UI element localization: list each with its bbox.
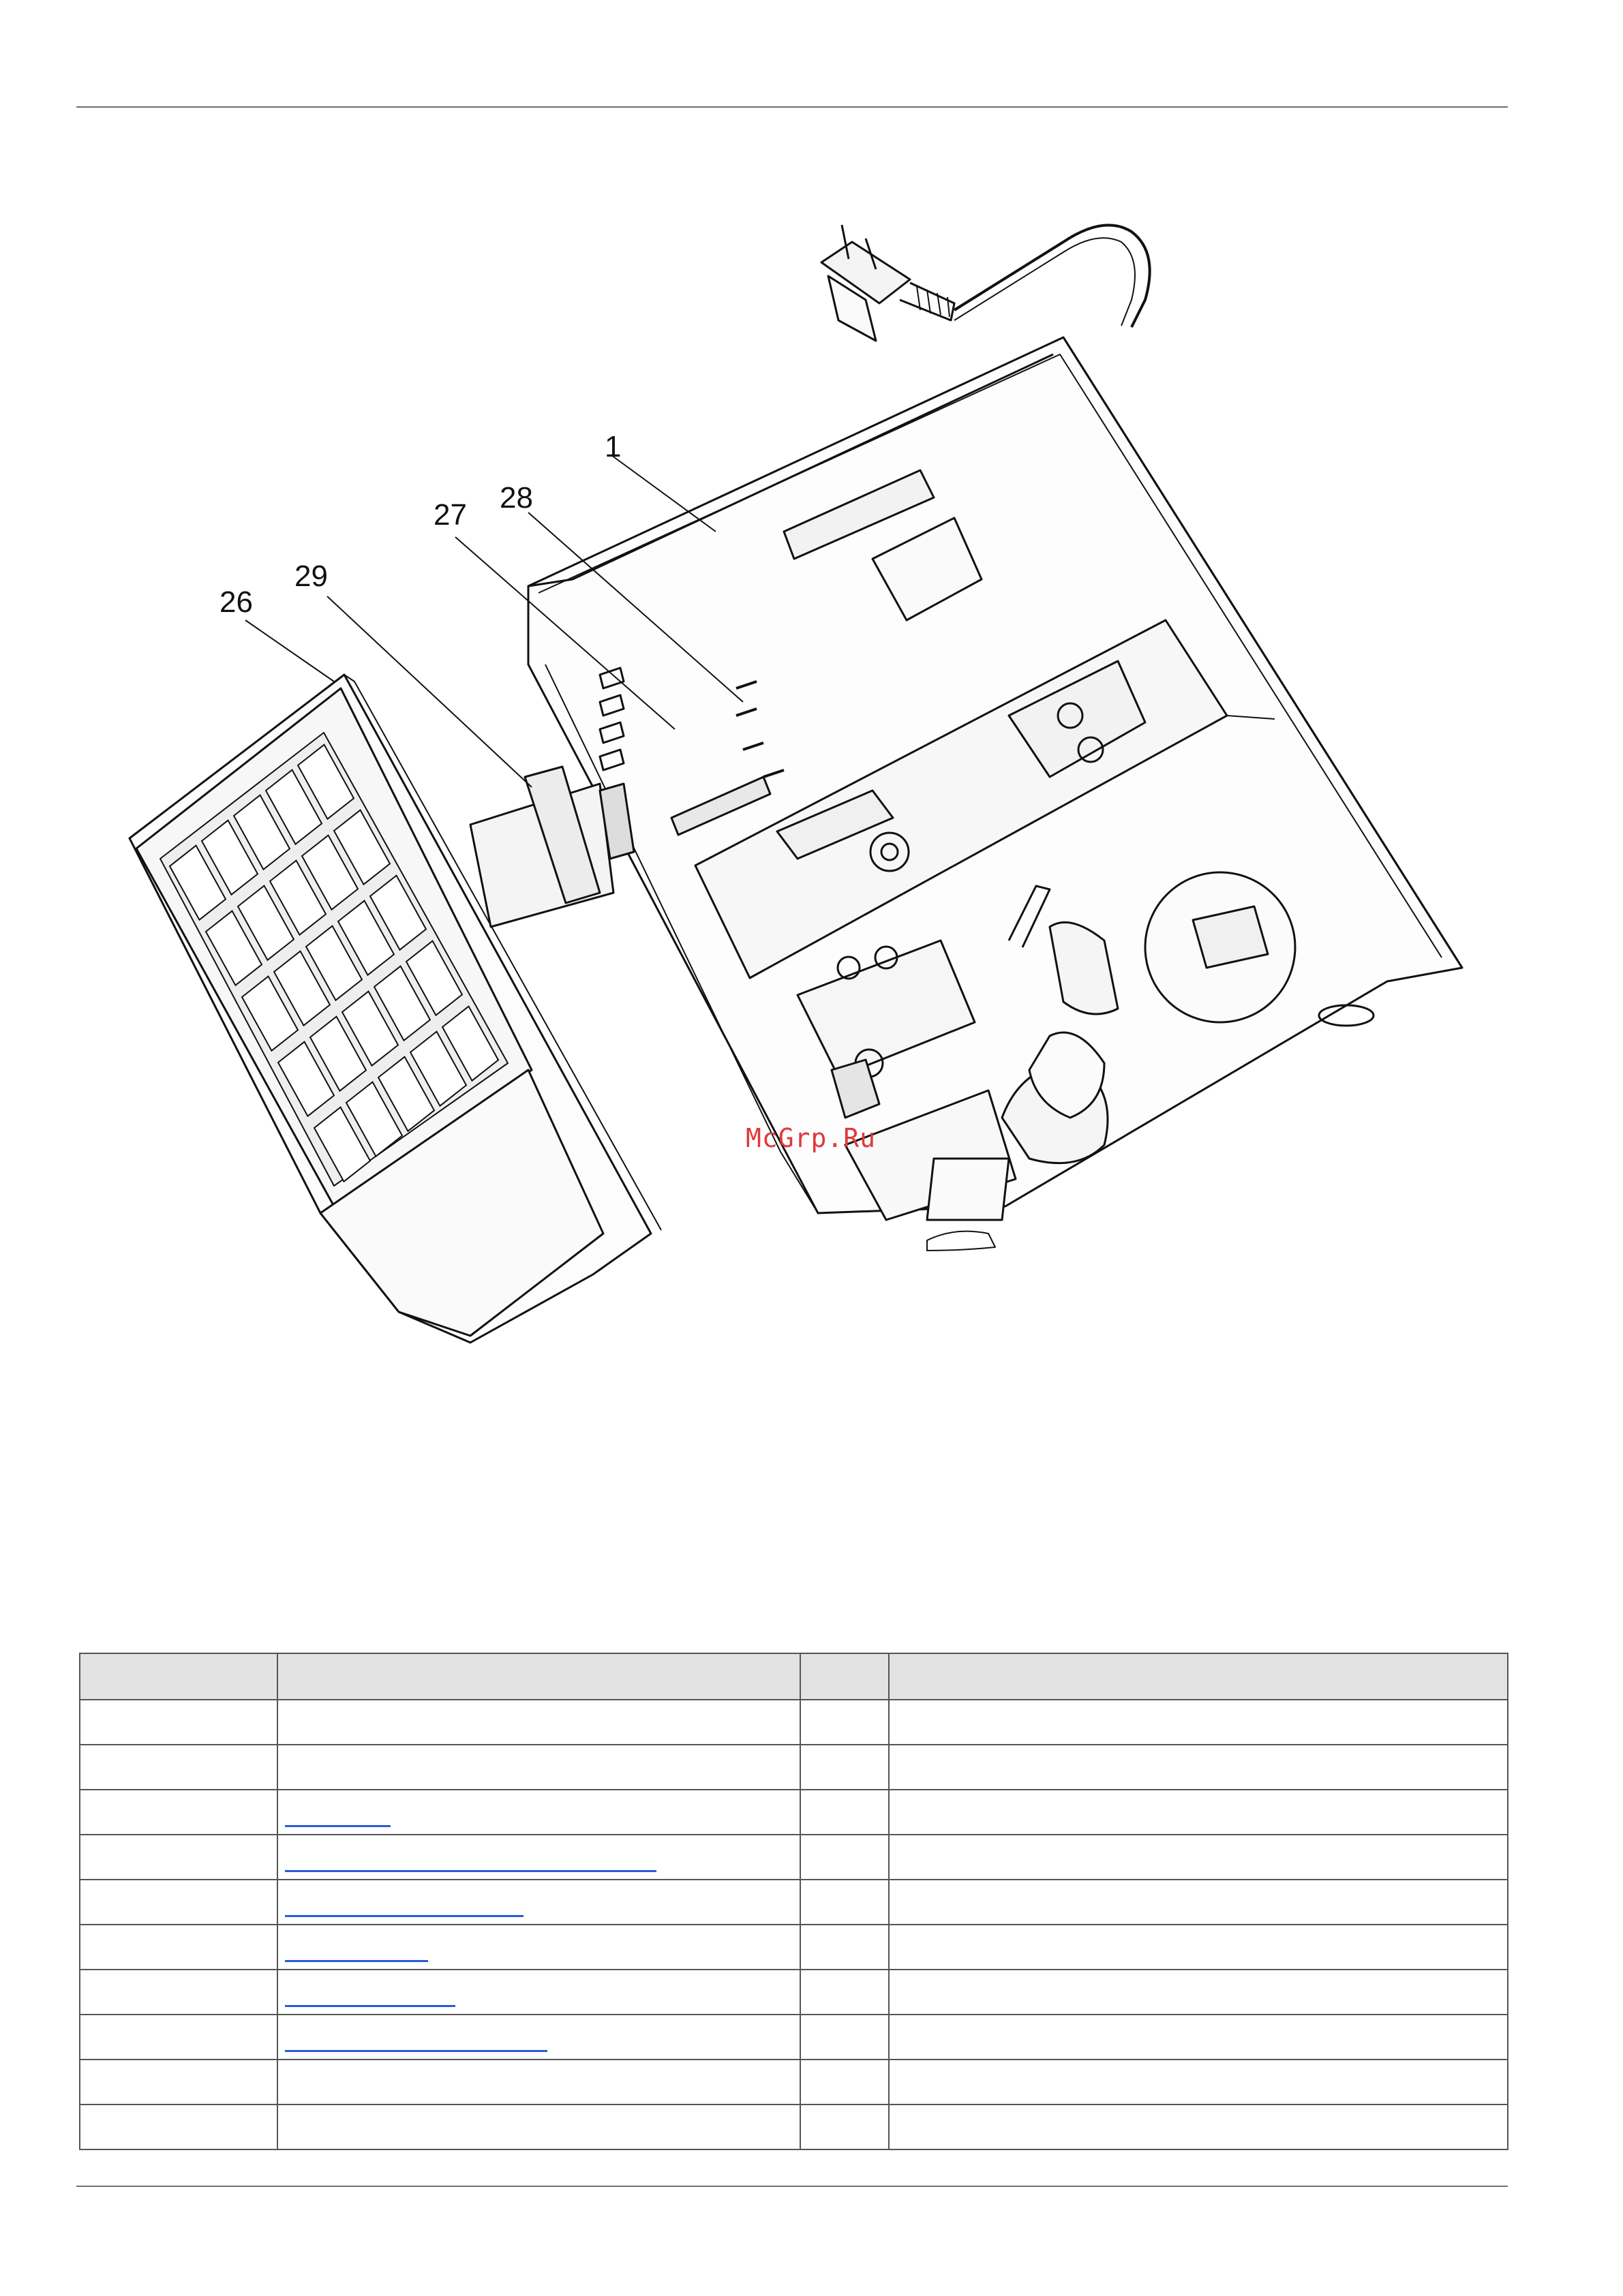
table-cell bbox=[889, 1835, 1508, 1880]
watermark: McGrp.Ru bbox=[746, 1123, 877, 1153]
table-cell bbox=[800, 1700, 889, 1745]
table-link[interactable] bbox=[285, 1960, 428, 1962]
callout-27: 27 bbox=[434, 498, 467, 532]
table-cell bbox=[889, 1970, 1508, 2015]
table-row bbox=[80, 1700, 1508, 1745]
callout-1: 1 bbox=[605, 430, 622, 463]
table-link[interactable] bbox=[285, 2050, 547, 2052]
callout-26: 26 bbox=[219, 585, 253, 619]
table-cell bbox=[277, 2015, 800, 2060]
table-cell bbox=[277, 1745, 800, 1790]
table-cell bbox=[800, 1880, 889, 1925]
table-row bbox=[80, 1835, 1508, 1880]
table-row bbox=[80, 1790, 1508, 1835]
table-cell bbox=[889, 1880, 1508, 1925]
table-header-row bbox=[80, 1653, 1508, 1700]
callout-29: 29 bbox=[294, 560, 328, 593]
table-cell bbox=[277, 1790, 800, 1835]
table-cell bbox=[277, 1970, 800, 2015]
parts-table bbox=[79, 1653, 1508, 2150]
table-cell bbox=[800, 2060, 889, 2104]
table-cell bbox=[889, 1790, 1508, 1835]
table-cell bbox=[889, 1745, 1508, 1790]
printer-housing bbox=[528, 337, 1462, 1251]
table-row bbox=[80, 1925, 1508, 1970]
table-cell bbox=[800, 1745, 889, 1790]
table-cell bbox=[80, 2015, 277, 2060]
table-cell bbox=[889, 2015, 1508, 2060]
table-cell bbox=[800, 1835, 889, 1880]
table-cell bbox=[80, 1700, 277, 1745]
table-row bbox=[80, 2060, 1508, 2104]
table-cell bbox=[800, 1790, 889, 1835]
table-row bbox=[80, 1745, 1508, 1790]
table-header-cell bbox=[889, 1653, 1508, 1700]
table-cell bbox=[80, 1925, 277, 1970]
table-header-cell bbox=[277, 1653, 800, 1700]
table-link[interactable] bbox=[285, 1825, 391, 1827]
table-cell bbox=[277, 1835, 800, 1880]
table-cell bbox=[277, 1700, 800, 1745]
power-plug bbox=[821, 225, 1150, 341]
table-link[interactable] bbox=[285, 1915, 524, 1917]
table-cell bbox=[800, 2015, 889, 2060]
table-header-cell bbox=[800, 1653, 889, 1700]
table-cell bbox=[80, 1880, 277, 1925]
table-cell bbox=[80, 1835, 277, 1880]
table-row bbox=[80, 1880, 1508, 1925]
table-cell bbox=[80, 1970, 277, 2015]
table-cell bbox=[800, 1925, 889, 1970]
table-header-cell bbox=[80, 1653, 277, 1700]
table-cell bbox=[277, 2104, 800, 2149]
table-cell bbox=[277, 1925, 800, 1970]
table-cell bbox=[889, 1700, 1508, 1745]
bottom-rule bbox=[76, 2186, 1508, 2187]
table-cell bbox=[800, 1970, 889, 2015]
table-cell bbox=[277, 1880, 800, 1925]
table-link[interactable] bbox=[285, 2005, 455, 2007]
table-cell bbox=[889, 2104, 1508, 2149]
table-link[interactable] bbox=[285, 1870, 656, 1872]
table-cell bbox=[80, 2060, 277, 2104]
table-row bbox=[80, 1970, 1508, 2015]
table-row bbox=[80, 2015, 1508, 2060]
table-cell bbox=[889, 2060, 1508, 2104]
callout-28: 28 bbox=[500, 481, 533, 515]
table-cell bbox=[277, 2060, 800, 2104]
table-cell bbox=[80, 2104, 277, 2149]
table-cell bbox=[889, 1925, 1508, 1970]
table-cell bbox=[800, 2104, 889, 2149]
table-row bbox=[80, 2104, 1508, 2149]
table-cell bbox=[80, 1790, 277, 1835]
table-cell bbox=[80, 1745, 277, 1790]
